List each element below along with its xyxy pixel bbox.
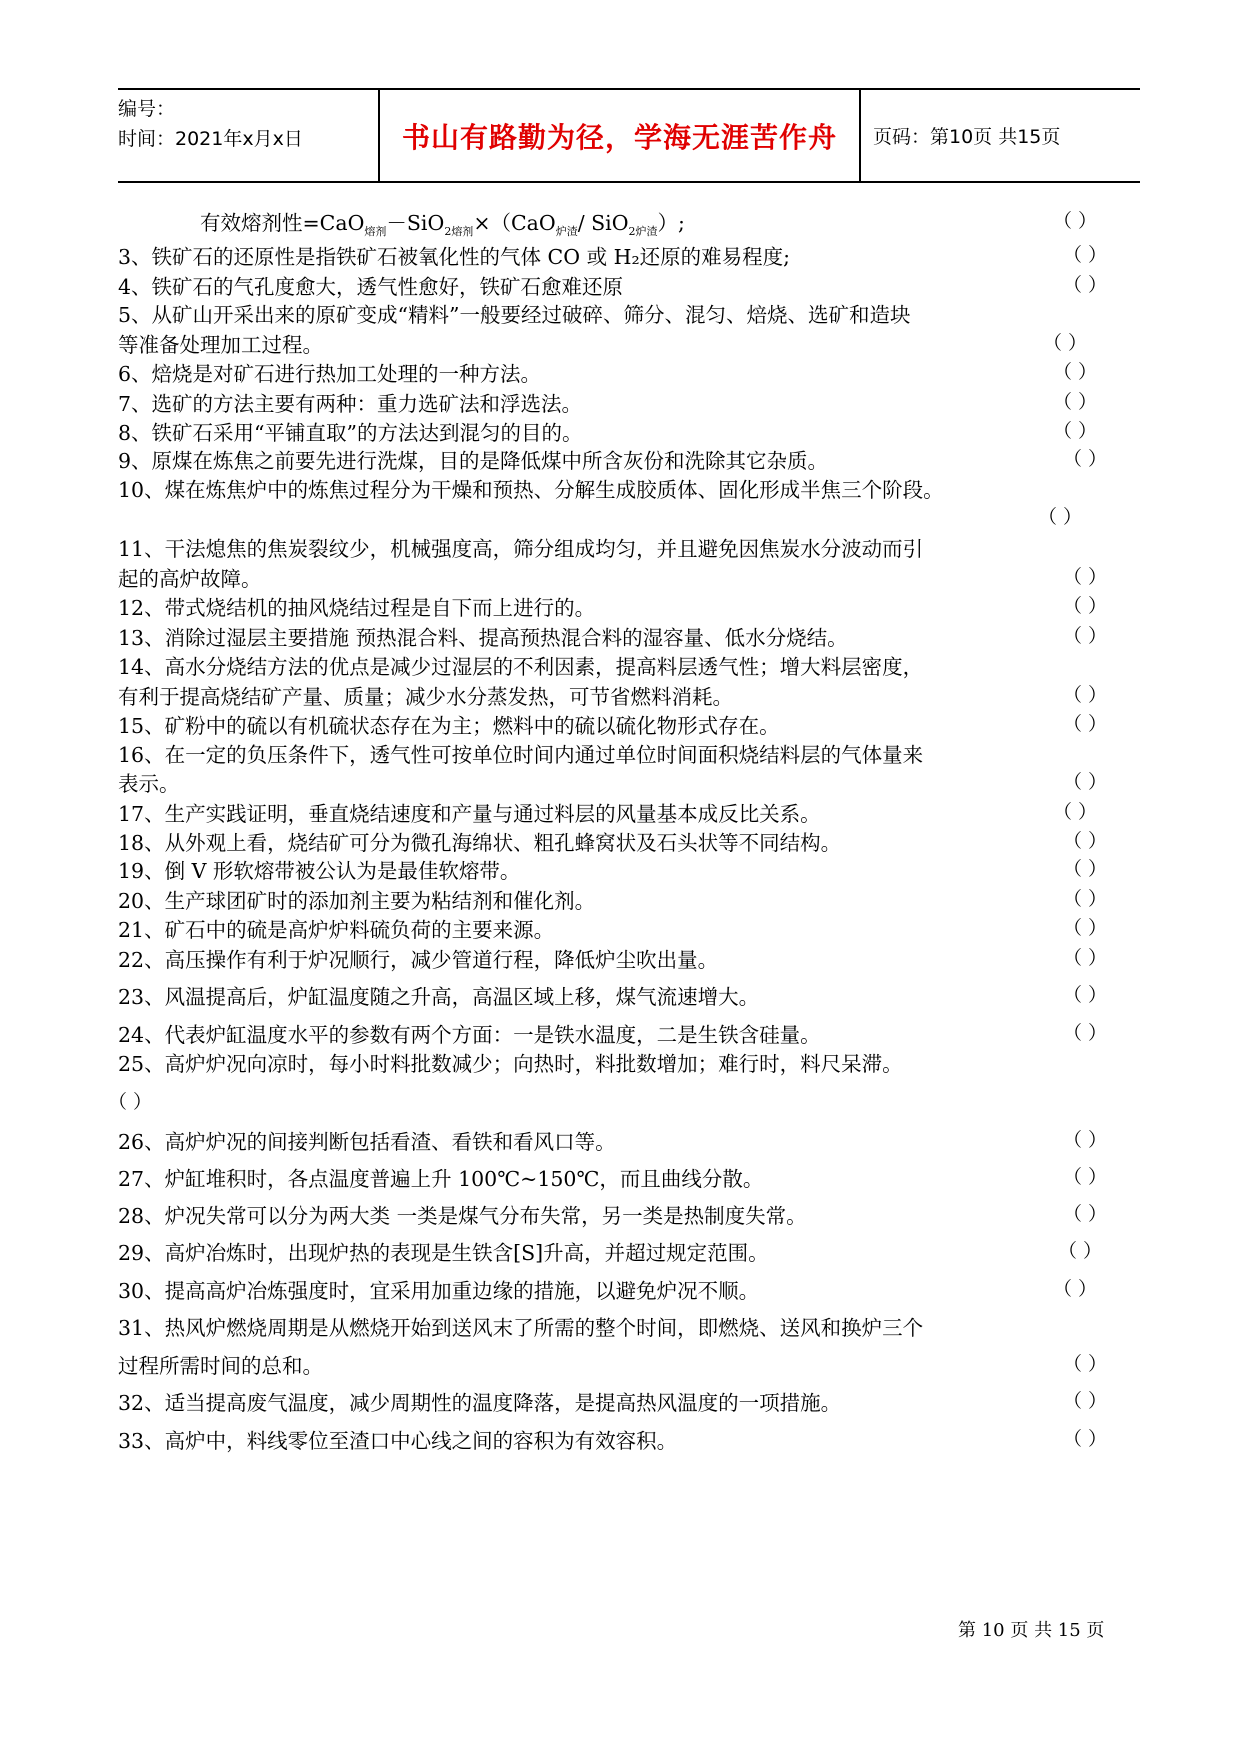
question-text: 8、铁矿石采用“平铺直取”的方法达到混匀的目的。: [118, 421, 583, 445]
question-text: 11、干法熄焦的焦炭裂纹少，机械强度高，筛分组成均匀，并且避免因焦炭水分波动而引: [118, 537, 924, 561]
page-header: [118, 88, 1140, 183]
question-q30: [118, 1274, 1140, 1311]
answer-paren: （ ）: [1063, 713, 1108, 735]
question-q10a: [118, 473, 1140, 502]
question-q14a: [118, 650, 1140, 680]
question-q31a: [118, 1311, 1140, 1349]
answer-paren: （ ）: [1063, 274, 1108, 296]
answer-paren: （ ）: [1053, 391, 1098, 413]
answer-paren: （ ）: [1063, 448, 1108, 470]
answer-paren: （ ）: [108, 1091, 153, 1113]
formula-text: 有效熔剂性=CaO$_{熔剂}$－SiO$_{2熔剂}$×（CaO$_{炉渣}$/ SiO$_{2炉渣}$）;: [200, 211, 685, 239]
question-q23: [118, 980, 1140, 1018]
question-text: 6、焙烧是对矿石进行热加工处理的一种方法。: [118, 362, 542, 386]
question-text: 27、炉缸堆积时，各点温度普遍上升 100℃~150℃，而且曲线分散。: [118, 1167, 764, 1191]
question-text: 32、适当提高废气温度，减少周期性的温度降落，是提高热风温度的一项措施。: [118, 1391, 842, 1415]
question-text: 有利于提高烧结矿产量、质量；减少水分蒸发热，可节省燃料消耗。: [118, 685, 733, 709]
question-q20: [118, 884, 1140, 913]
header-motto: 书山有路勤为径，学海无涯苦作舟: [378, 90, 861, 181]
answer-paren: （ ）: [1063, 947, 1108, 969]
question-q21: [118, 913, 1140, 943]
question-text: 19、倒 V 形软熔带被公认为是最佳软熔带。: [118, 859, 521, 883]
question-text: 16、在一定的负压条件下，透气性可按单位时间内通过单位时间面积烧结料层的气体量来: [118, 743, 924, 767]
answer-paren: （ ）: [1043, 332, 1088, 354]
answer-paren: （ ）: [1063, 1166, 1108, 1188]
question-text: 20、生产球团矿时的添加剂主要为粘结剂和催化剂。: [118, 889, 596, 913]
answer-paren: （ ）: [1063, 244, 1108, 266]
answer-paren: （ ）: [1053, 210, 1098, 232]
question-text: 14、高水分烧结方法的优点是减少过湿层的不利因素，提高料层透气性；增大料层密度，: [118, 655, 924, 679]
answer-paren: （ ）: [1063, 1353, 1108, 1375]
question-q33: [118, 1424, 1140, 1454]
question-text: 28、炉况失常可以分为两大类 一类是煤气分布失常，另一类是热制度失常。: [118, 1204, 807, 1228]
document-number-label: 编号：: [118, 98, 176, 120]
question-text: 7、选矿的方法主要有两种：重力选矿法和浮选法。: [118, 392, 583, 416]
question-q5b: [118, 328, 1140, 357]
question-q11a: [118, 532, 1140, 562]
answer-paren: （ ）: [1063, 917, 1108, 939]
question-q7: [118, 387, 1140, 416]
page-footer: 第 10 页 共 15 页: [958, 1620, 1105, 1641]
question-text: 4、铁矿石的气孔度愈大，透气性愈好，铁矿石愈难还原: [118, 275, 624, 299]
question-q11b: [118, 562, 1140, 591]
answer-paren: （ ）: [1053, 361, 1098, 383]
question-text: 过程所需时间的总和。: [118, 1354, 323, 1378]
question-q26: [118, 1125, 1140, 1162]
question-q25a: [118, 1047, 1140, 1087]
question-q10b: [118, 502, 1140, 532]
question-text: 起的高炉故障。: [118, 567, 262, 591]
question-list: [108, 206, 1140, 1454]
question-text: 18、从外观上看，烧结矿可分为微孔海绵状、粗孔蜂窝状及石头状等不同结构。: [118, 831, 842, 855]
answer-paren: （ ）: [1063, 888, 1108, 910]
answer-paren: （ ）: [1063, 684, 1108, 706]
question-text: 5、从矿山开采出来的原矿变成“精料”一般要经过破碎、筛分、混匀、焙烧、选矿和造块: [118, 303, 911, 327]
question-q29: [118, 1236, 1140, 1274]
document-time-label: 时间：2021年x月x日: [118, 128, 303, 150]
question-text: 30、提高高炉冶炼强度时，宜采用加重边缘的措施，以避免炉况不顺。: [118, 1279, 760, 1303]
question-text: 等准备处理加工过程。: [118, 333, 323, 357]
question-text: 29、高炉冶炼时，出现炉热的表现是生铁含[S]升高，并超过规定范围。: [118, 1241, 769, 1265]
answer-paren: （ ）: [1053, 420, 1098, 442]
answer-paren: （ ）: [1063, 858, 1108, 880]
question-text: 9、原煤在炼焦之前要先进行洗煤，目的是降低煤中所含灰份和洗除其它杂质。: [118, 449, 829, 473]
answer-paren: （ ）: [1053, 801, 1098, 823]
question-q32: [118, 1386, 1140, 1424]
question-text: 24、代表炉缸温度水平的参数有两个方面：一是铁水温度，二是生铁含硅量。: [118, 1023, 821, 1047]
question-text: 表示。: [118, 772, 180, 796]
answer-paren: （ ）: [1063, 566, 1108, 588]
question-q22: [118, 943, 1140, 980]
question-text: 26、高炉炉况的间接判断包括看渣、看铁和看风口等。: [118, 1130, 616, 1154]
question-q4: [118, 270, 1140, 298]
question-q27: [118, 1162, 1140, 1199]
answer-paren: （ ）: [1063, 1022, 1108, 1044]
question-text: 10、煤在炼焦炉中的炼焦过程分为干燥和预热、分解生成胶质体、固化形成半焦三个阶段。: [118, 478, 944, 502]
question-q13: [118, 621, 1140, 650]
answer-paren: （ ）: [1063, 1203, 1108, 1225]
formula-line: [118, 206, 1140, 240]
answer-paren: （ ）: [1063, 595, 1108, 617]
answer-paren: （ ）: [1063, 1428, 1108, 1450]
question-q19: [118, 854, 1140, 884]
question-text: 12、带式烧结机的抽风烧结过程是自下而上进行的。: [118, 596, 596, 620]
answer-paren: （ ）: [1063, 771, 1108, 793]
question-text: 23、风温提高后，炉缸温度随之升高，高温区域上移，煤气流速增大。: [118, 985, 760, 1009]
answer-paren: （ ）: [1063, 625, 1108, 647]
question-text: 21、矿石中的硫是高炉炉料硫负荷的主要来源。: [118, 918, 555, 942]
question-text: 15、矿粉中的硫以有机硫状态存在为主；燃料中的硫以硫化物形式存在。: [118, 714, 780, 738]
answer-paren: （ ）: [1038, 506, 1083, 528]
question-q3: [118, 240, 1140, 270]
question-text: 31、热风炉燃烧周期是从燃烧开始到送风末了所需的整个时间，即燃烧、送风和换炉三个: [118, 1316, 924, 1340]
question-text: 25、高炉炉况向凉时，每小时料批数减少；向热时，料批数增加；难行时，料尺呆滞。: [118, 1052, 903, 1076]
question-q24: [118, 1018, 1140, 1047]
question-q6: [118, 357, 1140, 387]
question-q9: [118, 444, 1140, 473]
question-q14b: [118, 680, 1140, 709]
question-text: 17、生产实践证明，垂直烧结速度和产量与通过料层的风量基本成反比关系。: [118, 802, 821, 826]
question-q16b: [118, 767, 1140, 797]
answer-paren: （ ）: [1063, 984, 1108, 1006]
answer-paren: （ ）: [1063, 1129, 1108, 1151]
question-q25b: [108, 1087, 1140, 1125]
question-q12: [118, 591, 1140, 621]
question-text: 22、高压操作有利于炉况顺行，减少管道行程，降低炉尘吹出量。: [118, 948, 719, 972]
question-q28: [118, 1199, 1140, 1236]
question-q16a: [118, 738, 1140, 767]
answer-paren: （ ）: [1063, 1390, 1108, 1412]
answer-paren: （ ）: [1063, 830, 1108, 852]
question-q17: [118, 797, 1140, 826]
question-q18: [118, 826, 1140, 854]
answer-paren: （ ）: [1053, 1278, 1098, 1300]
header-meta: [118, 90, 378, 181]
question-text: 13、消除过湿层主要措施 预热混合料、提高预热混合料的湿容量、低水分烧结。: [118, 626, 848, 650]
answer-paren: （ ）: [1058, 1240, 1103, 1262]
header-page-label: 页码：第10页 共15页: [873, 126, 1061, 148]
question-text: 3、铁矿石的还原性是指铁矿石被氧化性的气体 CO 或 H₂还原的难易程度;: [118, 245, 791, 269]
question-q31b: [118, 1349, 1140, 1386]
question-q8: [118, 416, 1140, 444]
question-q15: [118, 709, 1140, 738]
question-text: 33、高炉中，料线零位至渣口中心线之间的容积为有效容积。: [118, 1429, 678, 1453]
question-q5a: [118, 298, 1140, 328]
